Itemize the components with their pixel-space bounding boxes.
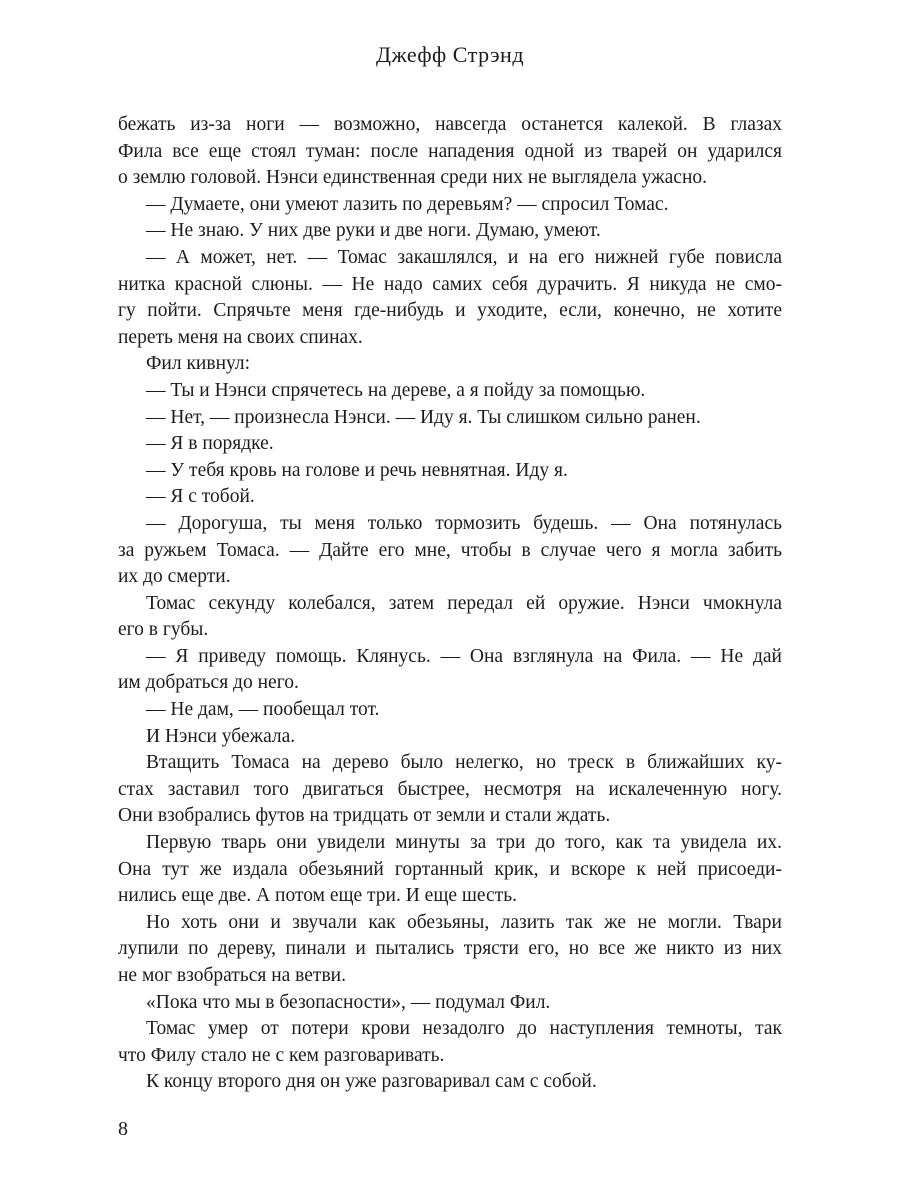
text-line: — Не дам, — пообещал тот.: [146, 699, 380, 721]
text-line: — Я с тобой.: [146, 486, 255, 508]
text-line: Фила все еще стоял туман: после нападения одной из тварей он ударился: [118, 140, 782, 162]
text-line: К концу второго дня он уже разговаривал сам с собой.: [146, 1071, 597, 1093]
text-line: — Ты и Нэнси спрячетесь на дереве, а я пойду за помощью.: [146, 379, 646, 401]
text-line: — Дорогуша, ты меня только тормозить будешь. — Она потянулась: [146, 512, 782, 534]
text-line: Они взобрались футов на тридцать от земли и стали ждать.: [118, 805, 611, 827]
text-line: И Нэнси убежала.: [146, 725, 296, 747]
text-line: — Не знаю. У них две руки и две ноги. Думаю, умеют.: [146, 220, 601, 242]
text-line: Фил кивнул:: [146, 353, 251, 375]
text-line: Втащить Томаса на дерево было нелегко, но треск в ближайших ку-: [146, 752, 782, 774]
text-line: Томас умер от потери крови незадолго до наступления темноты, так: [146, 1018, 782, 1040]
text-line: лупили по дереву, пинали и пытались трясти его, но все же никто из них: [118, 938, 782, 960]
text-line: им добраться до него.: [118, 672, 299, 694]
text-line: Первую тварь они увидели минуты за три до того, как та увидела их.: [146, 832, 782, 854]
body-text: [118, 112, 782, 1096]
text-line: бежать из-за ноги — возможно, навсегда останется калекой. В глазах: [118, 114, 782, 135]
text-line: — Думаете, они умеют лазить по деревьям? — спросил Томас.: [146, 193, 669, 215]
text-line: Томас секунду колебался, затем передал ей оружие. Нэнси чмокнула: [146, 592, 782, 614]
text-line: — Я приведу помощь. Клянусь. — Она взглянула на Фила. — Не дай: [146, 645, 782, 667]
text-line: нились еще две. А потом еще три. И еще шесть.: [118, 885, 517, 907]
text-line: — А может, нет. — Томас закашлялся, и на его нижней губе повисла: [146, 246, 782, 268]
text-line: о землю головой. Нэнси единственная среди них не выглядела ужасно.: [118, 167, 708, 189]
running-header: Джефф Стрэнд: [375, 42, 525, 67]
text-line: за ружьем Томаса. — Дайте его мне, чтобы в случае чего я могла забить: [118, 539, 782, 561]
text-line: что Филу стало не с кем разговаривать.: [118, 1044, 445, 1066]
text-line: их до смерти.: [118, 566, 231, 588]
text-line: нитка красной слюны. — Не надо самих себя дурачить. Я никуда не смо-: [118, 273, 782, 295]
text-line: Она тут же издала обезьяний гортанный крик, и вскоре к ней присоеди-: [118, 858, 782, 880]
text-line: — Я в порядке.: [146, 433, 274, 455]
text-line: его в губы.: [118, 619, 209, 641]
text-line: не мог взобраться на ветви.: [118, 965, 346, 986]
text-line: Но хоть они и звучали как обезьяны, лазить так же не могли. Твари: [146, 911, 782, 933]
page-number: 8: [118, 1118, 128, 1140]
text-line: — Нет, — произнесла Нэнси. — Иду я. Ты слишком сильно ранен.: [146, 406, 701, 428]
text-line: «Пока что мы в безопасности», — подумал Фил.: [146, 991, 551, 1013]
text-line: стах заставил того двигаться быстрее, несмотря на искалеченную ногу.: [118, 778, 782, 800]
text-line: переть меня на своих спинах.: [118, 326, 363, 348]
text-line: гу пойти. Спрячьте меня где-нибудь и уходите, если, конечно, не хотите: [118, 300, 782, 322]
text-line: — У тебя кровь на голове и речь невнятная. Иду я.: [146, 459, 568, 481]
